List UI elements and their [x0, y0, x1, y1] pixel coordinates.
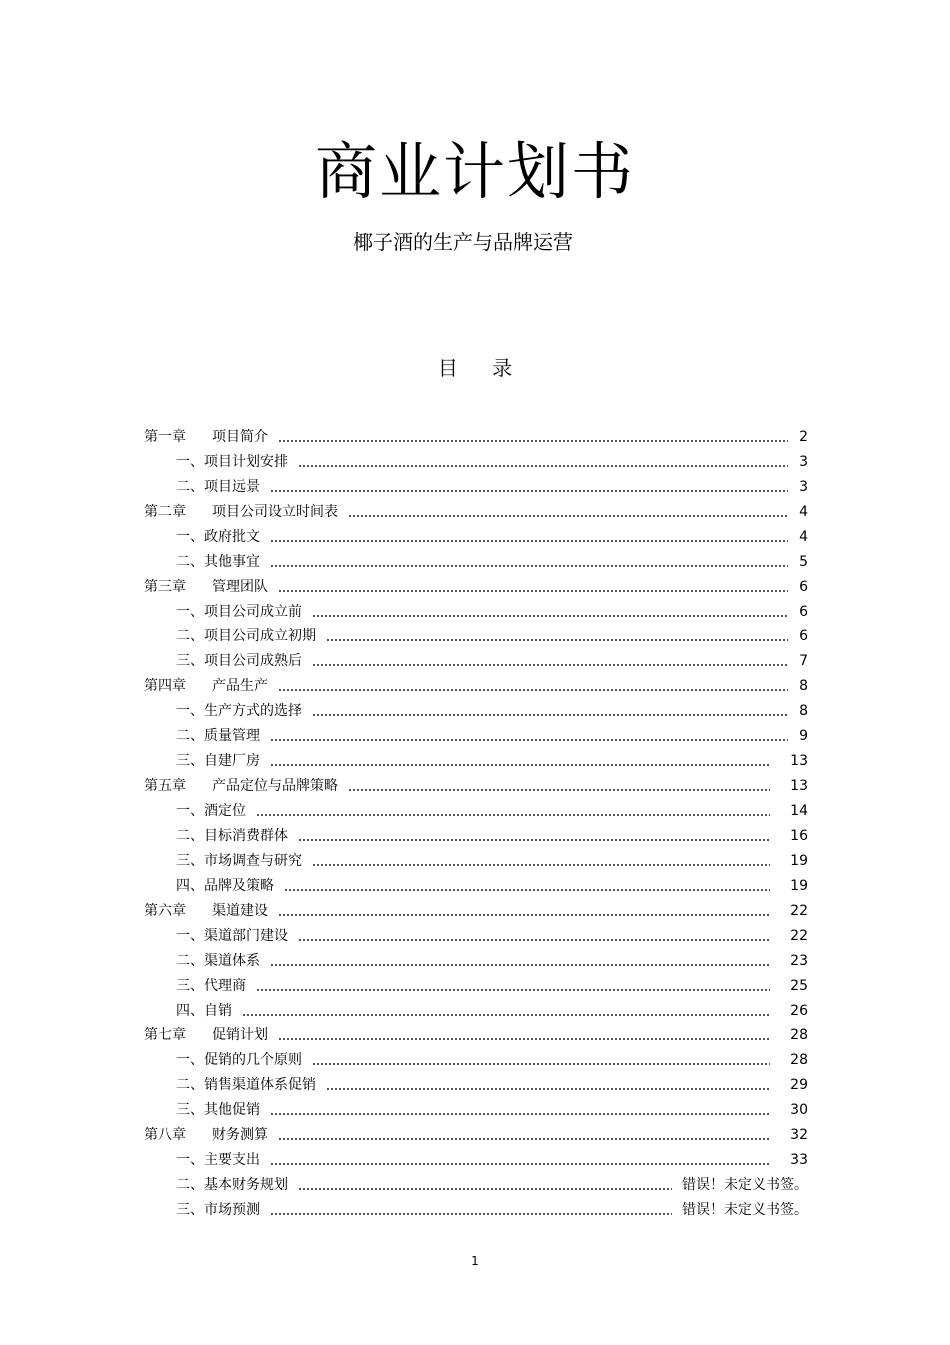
toc-dot-leader [278, 1037, 770, 1041]
toc-section-entry[interactable] [144, 1069, 808, 1094]
toc-section-entry[interactable] [144, 945, 808, 970]
toc-entry-title: 项目公司设立时间表 [212, 503, 338, 520]
toc-dot-leader [284, 888, 770, 892]
toc-dot-leader [278, 913, 770, 917]
toc-page-number: 26 [790, 1002, 808, 1019]
toc-page-number: 8 [799, 703, 808, 720]
toc-section-entry[interactable] [144, 1144, 808, 1169]
toc-page-number: 25 [790, 977, 808, 994]
toc-entry-title: 二、销售渠道体系促销 [176, 1077, 316, 1094]
document-subtitle: 椰子酒的生产与品牌运营 [353, 230, 573, 254]
toc-section-entry[interactable] [144, 596, 808, 621]
toc-entry-title: 一、政府批文 [176, 528, 260, 545]
toc-page-number: 4 [799, 528, 808, 545]
toc-section-entry[interactable] [144, 621, 808, 646]
toc-dot-leader [312, 1062, 770, 1066]
toc-dot-leader [298, 464, 788, 468]
toc-section-entry[interactable] [144, 745, 808, 770]
toc-chapter-number: 第八章 [144, 1127, 186, 1144]
toc-entry-title: 二、其他事宜 [176, 553, 260, 570]
toc-page-number: 6 [799, 578, 808, 595]
toc-section-entry[interactable] [144, 845, 808, 870]
toc-dot-leader [278, 1137, 770, 1141]
toc-page-number: 7 [799, 653, 808, 670]
toc-dot-leader [270, 1212, 672, 1216]
toc-section-entry[interactable] [144, 446, 808, 471]
toc-section-entry[interactable] [144, 995, 808, 1020]
table-of-contents [144, 421, 808, 1219]
toc-section-entry[interactable] [144, 546, 808, 571]
toc-chapter-entry[interactable] [144, 895, 808, 920]
toc-page-number: 29 [790, 1077, 808, 1094]
toc-chapter-entry[interactable] [144, 1119, 808, 1144]
toc-dot-leader [326, 638, 788, 642]
toc-page-number: 28 [790, 1052, 808, 1069]
toc-dot-leader [348, 514, 788, 518]
toc-entry-title: 一、项目公司成立前 [176, 603, 302, 620]
toc-entry-title: 四、自销 [176, 1002, 232, 1019]
toc-entry-title: 四、品牌及策略 [176, 877, 274, 894]
toc-dot-leader [270, 1112, 770, 1116]
toc-section-entry[interactable] [144, 695, 808, 720]
toc-entry-title: 二、目标消费群体 [176, 827, 288, 844]
toc-section-entry[interactable] [144, 471, 808, 496]
toc-page-number: 9 [799, 728, 808, 745]
toc-entry-title: 一、项目计划安排 [176, 453, 288, 470]
toc-page-number: 13 [790, 778, 808, 795]
toc-dot-leader [348, 788, 770, 792]
toc-dot-leader [270, 564, 788, 568]
toc-page-number: 28 [790, 1027, 808, 1044]
toc-dot-leader [278, 439, 788, 443]
toc-page-number: 33 [790, 1152, 808, 1169]
toc-dot-leader [270, 763, 770, 767]
toc-section-entry[interactable] [144, 645, 808, 670]
toc-entry-title: 一、促销的几个原则 [176, 1052, 302, 1069]
toc-page-number: 30 [790, 1102, 808, 1119]
toc-page-number: 错误！未定义书签。 [682, 1177, 808, 1194]
toc-dot-leader [278, 589, 788, 593]
toc-section-entry[interactable] [144, 1044, 808, 1069]
toc-dot-leader [312, 863, 770, 867]
toc-entry-title: 一、主要支出 [176, 1152, 260, 1169]
toc-entry-title: 管理团队 [212, 578, 268, 595]
toc-entry-title: 三、市场预测 [176, 1202, 260, 1218]
toc-heading: 目 录 [437, 356, 527, 380]
toc-page-number: 错误！未定义书签。 [682, 1202, 808, 1218]
toc-page-number: 32 [790, 1127, 808, 1144]
document-title: 商业计划书 [314, 135, 635, 208]
toc-section-entry[interactable] [144, 1094, 808, 1119]
toc-chapter-number: 第六章 [144, 902, 186, 919]
toc-entry-title: 二、渠道体系 [176, 952, 260, 969]
toc-entry-title: 项目简介 [212, 428, 268, 445]
toc-section-entry[interactable] [144, 920, 808, 945]
toc-page-number: 2 [799, 428, 808, 445]
toc-entry-title: 二、项目公司成立初期 [176, 628, 316, 645]
toc-entry-title: 一、渠道部门建设 [176, 927, 288, 944]
toc-section-entry[interactable] [144, 870, 808, 895]
toc-page-number: 19 [790, 852, 808, 869]
toc-chapter-number: 第一章 [144, 428, 186, 445]
toc-entry-title: 财务测算 [212, 1127, 268, 1144]
toc-page-number: 3 [799, 478, 808, 495]
toc-section-entry[interactable] [144, 720, 808, 745]
toc-dot-leader [270, 539, 788, 543]
toc-dot-leader [270, 489, 788, 493]
toc-entry-title: 产品定位与品牌策略 [212, 778, 338, 795]
toc-section-entry[interactable] [144, 521, 808, 546]
toc-page-number: 23 [790, 952, 808, 969]
toc-dot-leader [270, 738, 788, 742]
page-number: 1 [471, 1254, 479, 1268]
toc-page-number: 5 [799, 553, 808, 570]
toc-entry-title: 渠道建设 [212, 902, 268, 919]
toc-dot-leader [256, 988, 770, 992]
toc-chapter-entry[interactable] [144, 421, 808, 446]
toc-dot-leader [312, 663, 788, 667]
toc-dot-leader [298, 1187, 672, 1191]
toc-chapter-entry[interactable] [144, 1020, 808, 1045]
toc-dot-leader [270, 1162, 770, 1166]
toc-entry-title: 促销计划 [212, 1027, 268, 1044]
toc-chapter-number: 第三章 [144, 578, 186, 595]
toc-page-number: 13 [790, 753, 808, 770]
toc-chapter-number: 第五章 [144, 778, 186, 795]
toc-dot-leader [270, 963, 770, 967]
toc-page-number: 3 [799, 453, 808, 470]
toc-entry-title: 一、酒定位 [176, 803, 246, 819]
toc-chapter-number: 第二章 [144, 503, 186, 520]
toc-section-entry[interactable] [144, 1194, 808, 1219]
toc-entry-title: 三、其他促销 [176, 1102, 260, 1119]
toc-entry-title: 三、项目公司成熟后 [176, 653, 302, 670]
toc-section-entry[interactable] [144, 820, 808, 845]
toc-page-number: 14 [790, 803, 808, 819]
toc-entry-title: 产品生产 [212, 678, 268, 695]
toc-page-number: 4 [799, 503, 808, 520]
toc-dot-leader [278, 688, 788, 692]
toc-entry-title: 二、基本财务规划 [176, 1177, 288, 1194]
toc-page-number: 6 [799, 628, 808, 645]
toc-entry-title: 三、代理商 [176, 977, 246, 994]
toc-page-number: 8 [799, 678, 808, 695]
toc-chapter-entry[interactable] [144, 496, 808, 521]
toc-entry-title: 二、项目远景 [176, 478, 260, 495]
toc-page-number: 22 [790, 902, 808, 919]
toc-entry-title: 一、生产方式的选择 [176, 703, 302, 720]
toc-chapter-entry[interactable] [144, 670, 808, 695]
toc-entry-title: 三、市场调查与研究 [176, 852, 302, 869]
toc-dot-leader [256, 813, 770, 817]
toc-chapter-entry[interactable] [144, 571, 808, 596]
toc-entry-title: 二、质量管理 [176, 728, 260, 745]
toc-dot-leader [298, 838, 770, 842]
toc-chapter-number: 第七章 [144, 1027, 186, 1044]
toc-chapter-entry[interactable] [144, 770, 808, 795]
toc-page-number: 6 [799, 603, 808, 620]
toc-page-number: 22 [790, 927, 808, 944]
toc-entry-title: 三、自建厂房 [176, 753, 260, 770]
toc-page-number: 16 [790, 827, 808, 844]
toc-dot-leader [312, 614, 788, 618]
toc-section-entry[interactable] [144, 1169, 808, 1194]
toc-section-entry[interactable] [144, 795, 808, 820]
toc-page-number: 19 [790, 877, 808, 894]
toc-dot-leader [312, 713, 788, 717]
toc-chapter-number: 第四章 [144, 678, 186, 695]
toc-dot-leader [298, 938, 770, 942]
toc-section-entry[interactable] [144, 970, 808, 995]
toc-dot-leader [326, 1087, 770, 1091]
toc-dot-leader [242, 1013, 770, 1017]
